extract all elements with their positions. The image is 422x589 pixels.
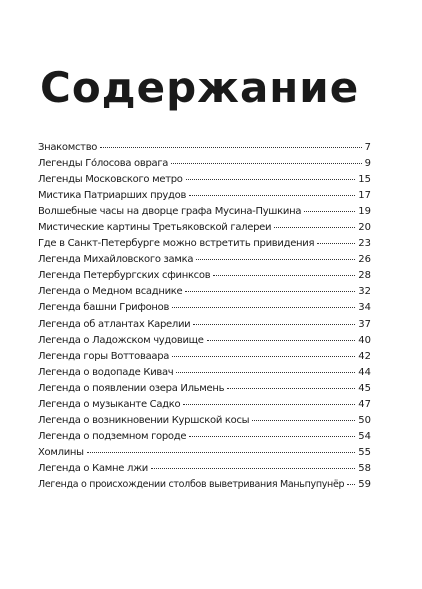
toc-entry-page-number: 45: [358, 382, 371, 394]
toc-entry-title: Легенда об атлантах Карелии: [38, 318, 191, 330]
toc-entry-page-number: 54: [358, 430, 371, 442]
dot-leader: [252, 420, 355, 421]
table-of-contents: [38, 140, 371, 493]
toc-entry-title: Легенда о Ладожском чудовище: [38, 334, 204, 346]
toc-entry-page-number: 7: [364, 142, 371, 153]
toc-entry-page-number: 50: [358, 414, 371, 426]
toc-entry: [38, 461, 371, 477]
toc-entry-title: Волшебные часы на дворце графа Мусина-Пушкина: [38, 206, 302, 218]
toc-entry: [38, 365, 371, 381]
dot-leader: [176, 372, 355, 373]
dot-leader: [189, 195, 355, 196]
toc-entry: [38, 284, 371, 300]
toc-entry-page-number: 28: [358, 270, 371, 282]
toc-entry: [38, 156, 371, 172]
toc-entry-title: Легенды Московского метро: [38, 174, 183, 186]
toc-entry: [38, 397, 371, 413]
toc-entry-title: Легенда Петербургских сфинксов: [38, 270, 211, 282]
toc-entry-title: Где в Санкт-Петербурге можно встретить привидения: [38, 238, 315, 250]
toc-entry-title: Легенда о возникновении Куршской косы: [38, 414, 250, 426]
toc-entry-title: Легенды Го́лосова оврага: [38, 158, 169, 170]
dot-leader: [186, 179, 356, 180]
toc-entry-title: Мистика Патриарших прудов: [38, 190, 187, 202]
dot-leader: [304, 211, 355, 212]
toc-entry-title: Легенда о появлении озера Ильмень: [38, 382, 225, 394]
toc-entry-page-number: 42: [358, 350, 371, 362]
toc-entry-page-number: 40: [358, 334, 371, 346]
dot-leader: [100, 147, 362, 148]
toc-entry-page-number: 37: [358, 318, 371, 330]
toc-entry-title: Легенда о музыканте Садко: [38, 398, 181, 410]
toc-entry-page-number: 44: [358, 366, 371, 378]
toc-entry-page-number: 55: [358, 446, 371, 458]
dot-leader: [183, 404, 355, 405]
toc-entry-title: Знакомство: [38, 142, 98, 153]
toc-entry-title: Легенда Михайловского замка: [38, 254, 194, 266]
toc-entry: [38, 429, 371, 445]
toc-entry-page-number: 15: [358, 174, 371, 186]
dot-leader: [87, 452, 356, 453]
dot-leader: [213, 275, 355, 276]
dot-leader: [317, 243, 355, 244]
dot-leader: [274, 227, 355, 228]
toc-entry-page-number: 47: [358, 398, 371, 410]
dot-leader: [207, 340, 356, 341]
toc-entry: [38, 300, 371, 316]
toc-entry: [38, 349, 371, 365]
dot-leader: [172, 356, 355, 357]
toc-entry-title: Легенда башни Грифонов: [38, 302, 170, 314]
toc-entry-title: Легенда о Медном всаднике: [38, 286, 183, 298]
toc-entry-title: Легенда горы Воттоваара: [38, 350, 170, 362]
toc-entry-title: Легенда о подземном городе: [38, 430, 187, 442]
toc-entry-title: Легенда о происхождении столбов выветривания Маньпупунёр: [38, 478, 345, 490]
toc-entry: [38, 252, 371, 268]
toc-entry-page-number: 59: [358, 478, 371, 490]
toc-entry-page-number: 58: [358, 462, 371, 474]
dot-leader: [196, 259, 355, 260]
toc-entry: [38, 172, 371, 188]
page-title: Содержание: [40, 63, 360, 112]
toc-entry-page-number: 34: [358, 302, 371, 314]
toc-entry-title: Легенда о водопаде Кивач: [38, 366, 174, 378]
toc-entry: [38, 204, 371, 220]
toc-entry: [38, 413, 371, 429]
toc-entry-page-number: 26: [358, 254, 371, 266]
toc-entry-title: Легенда о Камне лжи: [38, 462, 148, 474]
toc-entry: [38, 236, 371, 252]
toc-entry-title: Мистические картины Третьяковской галереи: [38, 222, 272, 234]
dot-leader: [347, 484, 355, 485]
dot-leader: [171, 163, 362, 164]
toc-entry: [38, 477, 371, 493]
toc-entry-title: Хомлины: [38, 446, 84, 458]
toc-entry: [38, 333, 371, 349]
dot-leader: [193, 324, 355, 325]
dot-leader: [151, 468, 355, 469]
toc-entry: [38, 188, 371, 204]
dot-leader: [185, 291, 355, 292]
toc-entry-page-number: 32: [358, 286, 371, 298]
toc-entry-page-number: 9: [364, 158, 371, 170]
dot-leader: [189, 436, 355, 437]
dot-leader: [172, 307, 355, 308]
toc-entry-page-number: 23: [358, 238, 371, 250]
toc-entry: [38, 445, 371, 461]
toc-entry-page-number: 19: [358, 206, 371, 218]
dot-leader: [227, 388, 355, 389]
toc-entry-page-number: 17: [358, 190, 371, 202]
toc-entry: [38, 220, 371, 236]
toc-entry-page-number: 20: [358, 222, 371, 234]
toc-entry: [38, 317, 371, 333]
toc-entry: [38, 381, 371, 397]
toc-entry: [38, 268, 371, 284]
toc-entry: [38, 140, 371, 156]
